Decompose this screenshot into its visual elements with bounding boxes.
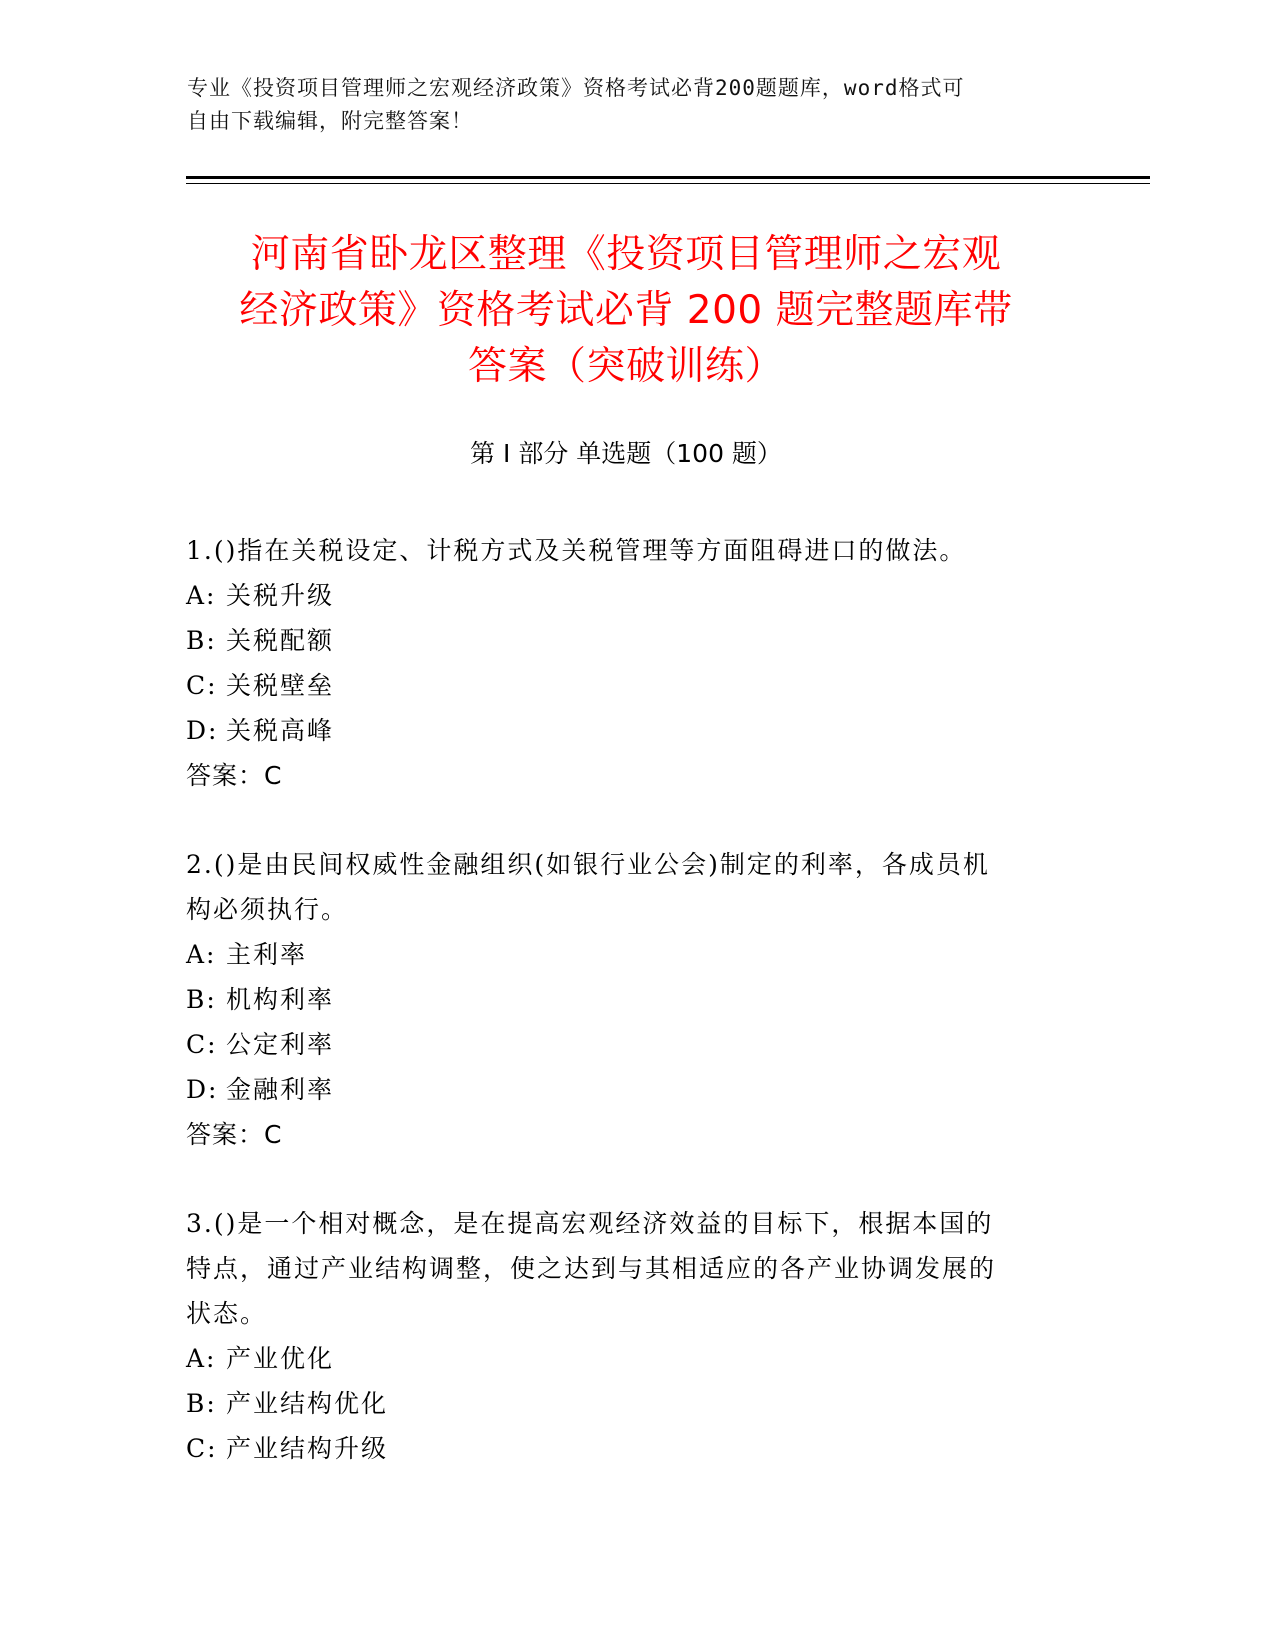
question-3 xyxy=(186,1201,1066,1471)
option-text: 关税壁垒 xyxy=(226,671,335,700)
title-line: 经济政策》资格考试必背 200 题完整题库带 xyxy=(239,288,1013,333)
option-key: B: xyxy=(186,626,217,655)
option-b xyxy=(186,977,1066,1022)
header-divider-thin xyxy=(186,183,1150,184)
option-b xyxy=(186,1381,1066,1426)
question-list xyxy=(186,528,1066,1515)
question-stem: 2.()是由民间权威性金融组织(如银行业公会)制定的利率，各成员机 xyxy=(186,850,990,879)
option-text: 产业优化 xyxy=(226,1344,335,1373)
question-1 xyxy=(186,528,1066,798)
option-key: B: xyxy=(186,1389,217,1418)
option-d xyxy=(186,1067,1066,1112)
answer: 答案：C xyxy=(186,761,283,790)
option-text: 关税升级 xyxy=(226,581,335,610)
option-b xyxy=(186,618,1066,663)
option-text: 金融利率 xyxy=(226,1075,335,1104)
title-line: 河南省卧龙区整理《投资项目管理师之宏观 xyxy=(250,232,1002,277)
document-title xyxy=(186,227,1066,395)
option-c xyxy=(186,663,1066,708)
option-key: C: xyxy=(186,1434,218,1463)
title-line: 答案（突破训练） xyxy=(467,344,784,389)
question-stem: 3.()是一个相对概念，是在提高宏观经济效益的目标下，根据本国的 xyxy=(186,1209,994,1238)
header-note-line: 专业《投资项目管理师之宏观经济政策》资格考试必背200题题库，word格式可 xyxy=(187,76,965,100)
option-key: A: xyxy=(186,581,217,610)
option-text: 产业结构升级 xyxy=(226,1434,389,1463)
option-text: 机构利率 xyxy=(226,985,335,1014)
header-note xyxy=(187,72,1067,138)
option-key: D: xyxy=(186,1075,219,1104)
option-c xyxy=(186,1022,1066,1067)
section-heading: 第 I 部分 单选题（100 题） xyxy=(470,439,782,468)
option-a xyxy=(186,932,1066,977)
option-c xyxy=(186,1426,1066,1471)
option-key: C: xyxy=(186,1030,218,1059)
option-text: 关税配额 xyxy=(226,626,335,655)
option-d xyxy=(186,708,1066,753)
option-key: B: xyxy=(186,985,217,1014)
option-text: 关税高峰 xyxy=(226,716,335,745)
option-a xyxy=(186,573,1066,618)
option-key: A: xyxy=(186,1344,217,1373)
option-key: A: xyxy=(186,940,217,969)
header-divider-thick xyxy=(186,176,1150,179)
option-text: 公定利率 xyxy=(226,1030,335,1059)
header-note-line: 自由下载编辑，附完整答案！ xyxy=(187,109,473,133)
option-text: 产业结构优化 xyxy=(226,1389,389,1418)
question-2 xyxy=(186,842,1066,1157)
question-stem: 1.()指在关税设定、计税方式及关税管理等方面阻碍进口的做法。 xyxy=(186,536,967,565)
question-stem: 构必须执行。 xyxy=(186,895,349,924)
option-key: C: xyxy=(186,671,218,700)
option-a xyxy=(186,1336,1066,1381)
answer: 答案：C xyxy=(186,1120,283,1149)
option-key: D: xyxy=(186,716,219,745)
question-stem: 特点，通过产业结构调整，使之达到与其相适应的各产业协调发展的 xyxy=(186,1254,997,1283)
question-stem: 状态。 xyxy=(186,1299,268,1328)
option-text: 主利率 xyxy=(226,940,308,969)
